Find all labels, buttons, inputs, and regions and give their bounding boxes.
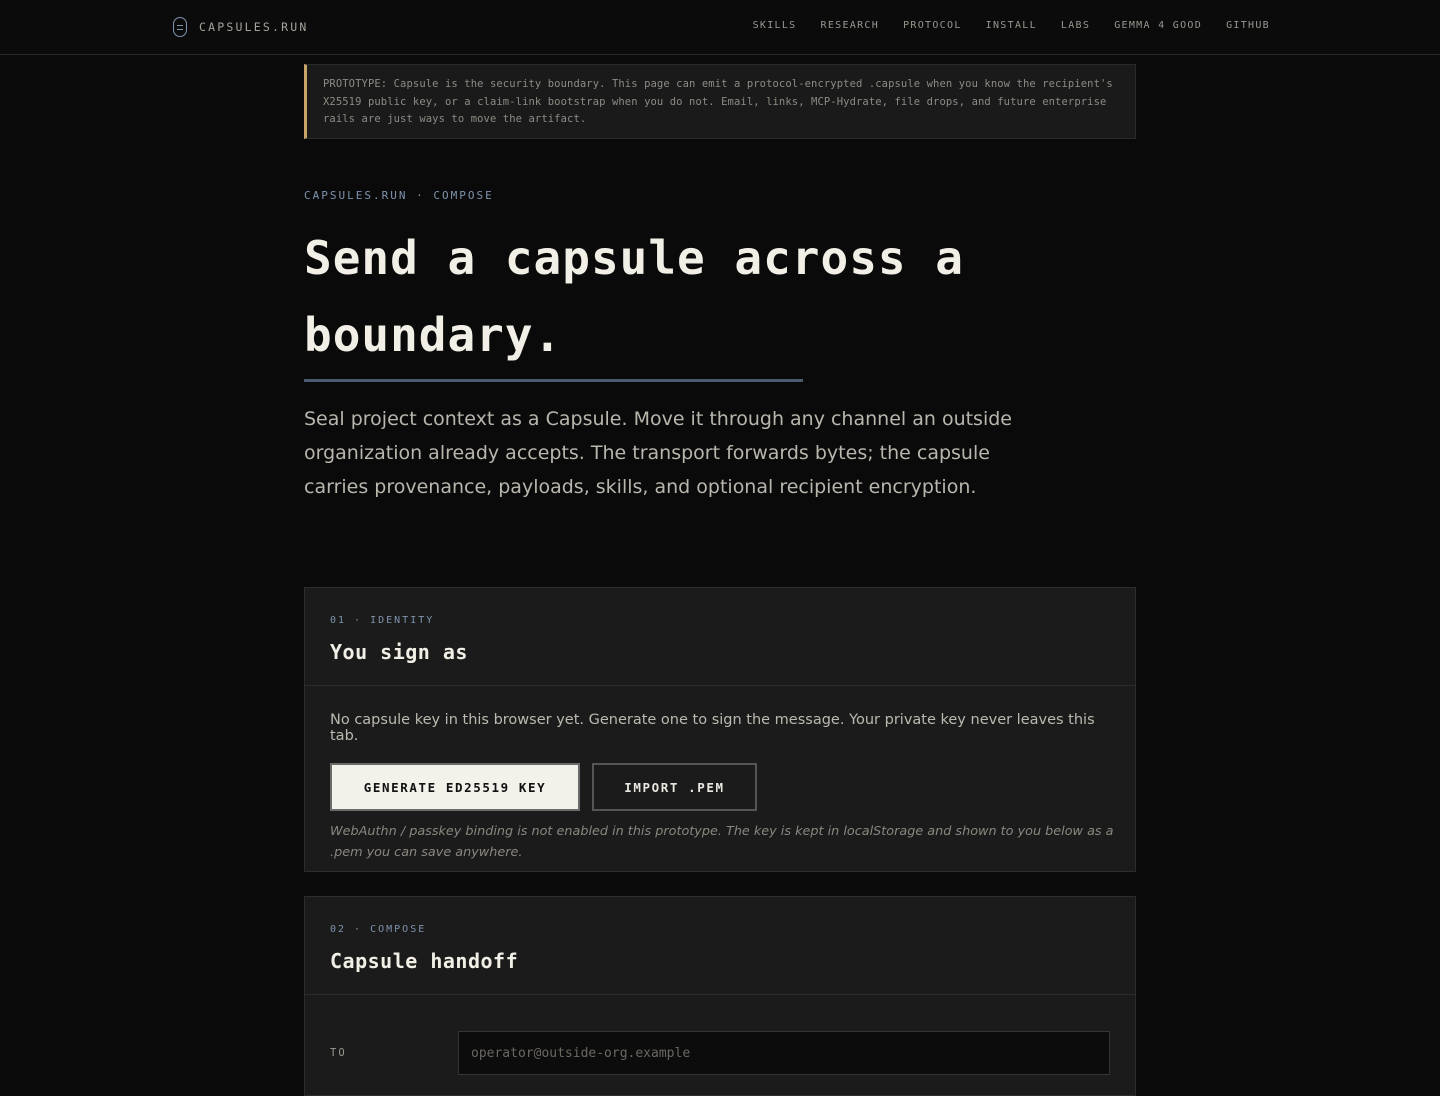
nav-link-install[interactable]: INSTALL xyxy=(985,20,1037,31)
page-title: Send a capsule across a boundary. xyxy=(304,231,964,362)
nav-link-protocol[interactable]: PROTOCOL xyxy=(903,20,962,31)
nav-links xyxy=(753,20,1270,31)
capsule-logo-icon xyxy=(173,17,187,37)
import-pem-button[interactable]: IMPORT .PEM xyxy=(592,763,757,811)
brand[interactable] xyxy=(173,17,308,37)
identity-step-label: 01 · IDENTITY xyxy=(330,615,435,626)
identity-actions xyxy=(330,763,1110,811)
nav-link-skills[interactable]: SKILLS xyxy=(752,20,797,31)
compose-card xyxy=(304,896,1136,1096)
page-eyebrow: CAPSULES.RUN · COMPOSE xyxy=(304,189,494,202)
prototype-banner: PROTOTYPE: Capsule is the security boundary. This page can emit a protocol-encrypted .capsule when you know the recipient's X25519 public key, or a claim-link bootstrap when you do not. Email, links, MCP-Hydrate, file drops, and future enterprise rails are just ways to move the artifact. xyxy=(304,64,1136,139)
compose-card-title: Capsule handoff xyxy=(330,949,519,973)
top-nav xyxy=(0,0,1440,55)
nav-link-github[interactable]: GITHUB xyxy=(1226,20,1270,31)
main-column xyxy=(304,64,1136,1059)
to-input[interactable] xyxy=(458,1031,1110,1075)
nav-link-gemma-4-good[interactable]: GEMMA 4 GOOD xyxy=(1114,20,1203,31)
generate-key-button[interactable]: GENERATE ED25519 KEY xyxy=(330,763,580,811)
identity-card-title: You sign as xyxy=(330,640,468,664)
title-underline xyxy=(304,379,803,382)
identity-card-header xyxy=(305,588,1135,686)
identity-card xyxy=(304,587,1136,872)
identity-card-body xyxy=(305,686,1135,863)
brand-name: CAPSULES.RUN xyxy=(199,20,309,34)
to-field-row xyxy=(305,995,1135,1075)
compose-card-header xyxy=(305,897,1135,995)
nav-link-labs[interactable]: LABS xyxy=(1060,20,1091,31)
nav-link-research[interactable]: RESEARCH xyxy=(820,20,880,31)
identity-status-text: No capsule key in this browser yet. Generate one to sign the message. Your private key never leaves this tab. xyxy=(330,712,1095,744)
page-lede: Seal project context as a Capsule. Move it through any channel an outside organization already accepts. The transport forwards bytes; the capsule carries provenance, payloads, skills, and optional recipient encryption. xyxy=(304,408,1012,498)
identity-note: WebAuthn / passkey binding is not enabled in this prototype. The key is kept in localStorage and shown to you below as a .pem you can save anywhere. xyxy=(330,824,1114,860)
to-label: TO xyxy=(330,1047,347,1059)
compose-step-label: 02 · COMPOSE xyxy=(330,924,427,935)
